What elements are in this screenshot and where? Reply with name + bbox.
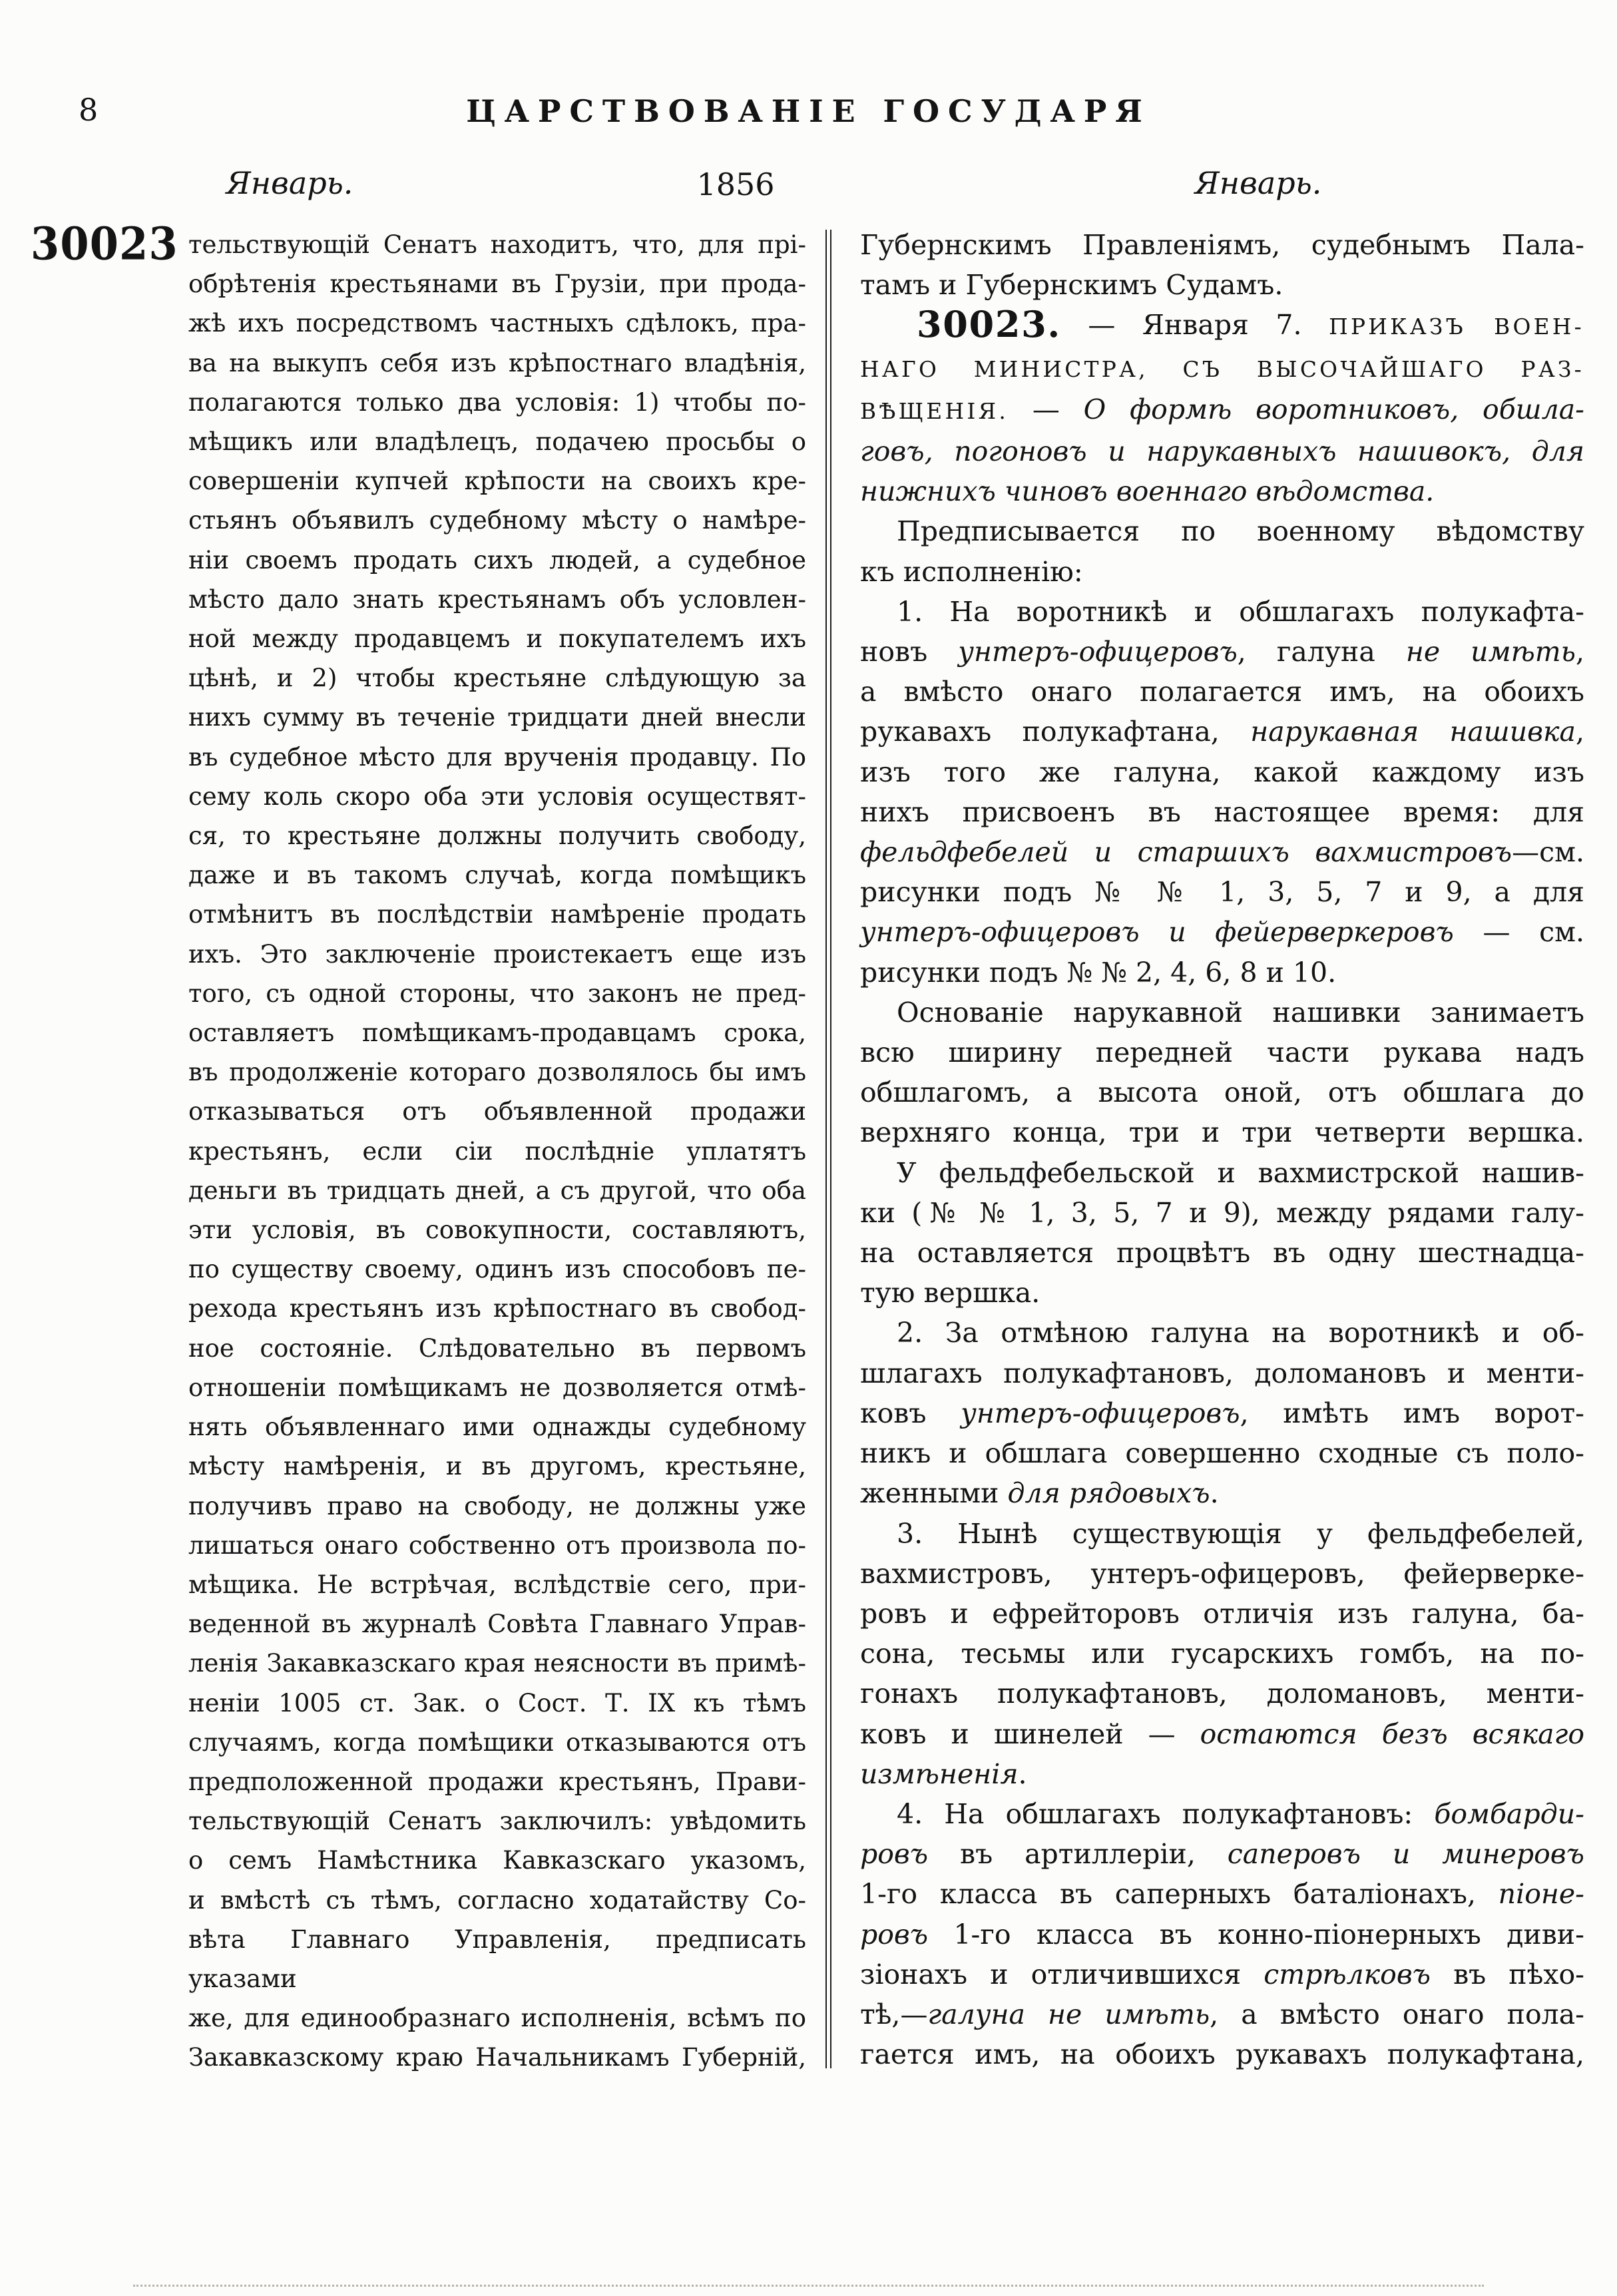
text-segment: , а вмѣсто онаго пола-	[1210, 1998, 1584, 2030]
text-line	[188, 541, 806, 580]
entry-number: 30023.	[917, 303, 1061, 346]
text-segment: ковъ	[860, 1397, 961, 1429]
text-segment: въ артиллеріи,	[928, 1838, 1228, 1871]
text-segment: ся, то крестьяне должны получить свободу,	[188, 821, 806, 851]
text-line	[860, 632, 1584, 672]
text-segment: даже и въ такомъ случаѣ, когда помѣщикъ	[188, 861, 806, 890]
text-segment: У фельдфебельской и вахмистрской нашив-	[897, 1156, 1584, 1189]
text-segment: никъ и обшлага совершенно сходные съ поло-	[860, 1437, 1584, 1470]
text-segment: по существу своему, одинъ изъ способовъ пе-	[188, 1255, 806, 1284]
text-line	[188, 1447, 806, 1486]
text-line	[188, 1762, 806, 1801]
text-segment: отмѣнитъ въ послѣдствіи намѣреніе продать	[188, 900, 806, 929]
text-line	[188, 1801, 806, 1841]
text-segment: —см.	[1512, 836, 1584, 869]
text-line	[860, 471, 1584, 511]
text-line	[860, 912, 1584, 952]
text-segment: женными	[860, 1477, 1008, 1510]
text-segment: — Января 7.	[1060, 309, 1329, 342]
text-segment: жѣ ихъ посредствомъ частныхъ сдѣлокъ, пра-	[188, 309, 806, 338]
text-line	[860, 872, 1584, 912]
text-line	[860, 1554, 1584, 1594]
text-line	[188, 383, 806, 422]
text-line	[188, 1407, 806, 1447]
text-segment: отношеніи помѣщикамъ не дозволяется отмѣ-	[188, 1373, 806, 1402]
text-line	[860, 1514, 1584, 1554]
text-segment: изъ того же галуна, какой каждому изъ	[860, 756, 1584, 788]
text-segment: гонахъ полукафтановъ, доломановъ, менти-	[860, 1678, 1584, 1710]
text-segment: ной между продавцемъ и покупателемъ ихъ	[188, 624, 806, 654]
text-line	[860, 1112, 1584, 1152]
text-segment: ровъ и ефрейторовъ отличія изъ галуна, ба-	[860, 1597, 1584, 1630]
text-line	[860, 1233, 1584, 1273]
text-segment: , имѣть имъ ворот-	[1240, 1397, 1584, 1429]
bottom-dotted-rule	[133, 2285, 1484, 2287]
text-line	[188, 304, 806, 343]
text-line	[188, 1998, 806, 2038]
text-segment: Предписывается по военному вѣдомству	[897, 515, 1584, 548]
text-line	[860, 305, 1584, 347]
text-line	[188, 422, 806, 461]
text-segment: тую вершка.	[860, 1277, 1040, 1309]
text-line	[860, 1033, 1584, 1072]
text-line	[860, 712, 1584, 752]
text-segment: саперовъ и минеровъ	[1227, 1838, 1584, 1871]
text-line	[188, 619, 806, 658]
text-line	[860, 1954, 1584, 1994]
text-segment: тельствующій Сенатъ заключилъ: увѣдомить	[188, 1807, 806, 1836]
text-line	[188, 1210, 806, 1250]
text-segment: для рядовыхъ	[1007, 1477, 1210, 1510]
text-line	[860, 832, 1584, 872]
text-line	[860, 1313, 1584, 1353]
text-line	[188, 738, 806, 777]
text-segment: унтеръ-офицеровъ	[958, 636, 1238, 668]
text-segment: ,	[1575, 636, 1585, 668]
text-line	[860, 265, 1584, 305]
text-line	[188, 1644, 806, 1683]
text-segment: мѣсто дало знать крестьянамъ объ условлен-	[188, 584, 806, 614]
text-segment: галуна не имѣть	[927, 1998, 1210, 2030]
text-segment: въ продолженіе котораго дозволялось бы имъ	[188, 1058, 806, 1087]
text-line	[860, 1072, 1584, 1112]
text-segment: ковъ и шинелей —	[860, 1718, 1200, 1750]
text-line	[860, 347, 1584, 389]
text-segment: рехода крестьянъ изъ крѣпостнаго въ свобод-	[188, 1294, 806, 1323]
text-line	[860, 592, 1584, 632]
text-line	[188, 264, 806, 304]
right-text-column	[860, 225, 1584, 2074]
text-line	[188, 1881, 806, 1920]
text-line	[860, 225, 1584, 265]
text-line	[188, 1289, 806, 1328]
text-line	[860, 1594, 1584, 1634]
text-segment: рисунки подъ № № 2, 4, 6, 8 и 10.	[860, 956, 1337, 989]
text-line	[188, 1841, 806, 1880]
text-segment: обрѣтенія крестьянами въ Грузіи, при прода-	[188, 270, 806, 299]
text-segment: рукавахъ полукафтана,	[860, 716, 1251, 748]
text-segment: отказываться отъ объявленной продажи	[188, 1097, 806, 1126]
margin-entry-number: 30023	[31, 218, 178, 270]
text-segment: стрѣлковъ	[1264, 1958, 1431, 1990]
text-line	[188, 658, 806, 698]
text-segment: рисунки подъ № № 1, 3, 5, 7 и 9, а для	[860, 876, 1584, 909]
month-label-right: Январь.	[1194, 165, 1322, 201]
text-line	[860, 1994, 1584, 2034]
text-segment: мѣщикъ или владѣлецъ, подачею просьбы о	[188, 427, 806, 457]
text-segment: Губернскимъ Правленіямъ, судебнымъ Пала-	[860, 229, 1584, 261]
text-segment: сему коль скоро оба эти условія осуществят-	[188, 782, 806, 811]
text-line	[188, 1368, 806, 1407]
text-line	[860, 1473, 1584, 1513]
text-segment: .	[1210, 1477, 1219, 1510]
text-segment: предположенной продажи крестьянъ, Прави-	[188, 1767, 806, 1796]
text-segment: 3. Нынѣ существующія у фельдфебелей,	[897, 1517, 1584, 1550]
text-line	[188, 1013, 806, 1052]
text-line	[860, 752, 1584, 792]
text-line	[860, 792, 1584, 832]
text-segment: случаямъ, когда помѣщики отказываются отъ	[188, 1727, 806, 1757]
text-line	[860, 1193, 1584, 1233]
text-segment: нять объявленнаго ими однажды судебному	[188, 1413, 806, 1442]
text-line	[188, 698, 806, 737]
text-segment: вахмистровъ, унтеръ-офицеровъ, фейерверке-	[860, 1557, 1584, 1590]
text-segment: НАГО МИНИСТРА, СЪ ВЫСОЧАЙШАГО РАЗ-	[860, 356, 1584, 382]
column-divider-rule	[825, 230, 831, 2068]
text-segment: ніи своемъ продать сихъ людей, а судебное	[188, 545, 806, 574]
text-segment: .	[1018, 1757, 1027, 1790]
text-segment: гается имъ, на обоихъ рукавахъ полукафтана,	[860, 2038, 1584, 2071]
text-segment: ПРИКАЗЪ ВОЕН-	[1329, 314, 1585, 340]
text-segment: полагаются только два условія: 1) чтобы по-	[188, 387, 806, 417]
text-line	[188, 2038, 806, 2077]
text-segment: лишаться онаго собственно отъ произвола по-	[188, 1530, 806, 1560]
text-segment: къ исполненію:	[860, 555, 1083, 588]
text-line	[860, 1433, 1584, 1473]
text-segment: совершеніи купчей крѣпости на своихъ кре-	[188, 467, 806, 496]
text-line	[860, 431, 1584, 471]
text-segment: 1-го класса въ конно-піонерныхъ диви-	[928, 1918, 1584, 1951]
text-segment: деньги въ тридцать дней, а съ другой, что оба	[188, 1176, 806, 1205]
text-line	[188, 1487, 806, 1526]
text-segment: неніи 1005 ст. Зак. о Сост. Т. IX къ тѣмъ	[188, 1688, 806, 1718]
text-segment: нихъ присвоенъ въ настоящее время: для	[860, 796, 1584, 828]
text-segment: стьянъ объявилъ судебному мѣсту о намѣре-	[188, 506, 806, 535]
text-segment: эти условія, въ совокупности, составляютъ,	[188, 1216, 806, 1245]
text-line	[188, 461, 806, 501]
text-segment: говъ, погоновъ и нарукавныхъ нашивокъ, для	[860, 435, 1584, 468]
text-segment: того, съ одной стороны, что законъ не пред-	[188, 979, 806, 1008]
text-line	[860, 1754, 1584, 1794]
text-line	[188, 501, 806, 540]
text-line	[188, 1723, 806, 1762]
text-segment: ва на выкупъ себя изъ крѣпостнаго владѣнія,	[188, 348, 806, 377]
text-segment: веденной въ журналѣ Совѣта Главнаго Управ-	[188, 1610, 806, 1639]
text-line	[188, 1171, 806, 1210]
text-segment: 1. На воротникѣ и обшлагахъ полукафта-	[897, 595, 1584, 628]
text-line	[860, 1874, 1584, 1914]
text-line	[188, 974, 806, 1013]
text-segment: бомбарди-	[1434, 1797, 1584, 1830]
text-segment: тельствующій Сенатъ находитъ, что, для прі-	[188, 230, 806, 259]
text-line	[860, 552, 1584, 592]
text-segment: въ пѣхо-	[1431, 1958, 1584, 1990]
text-line	[860, 1714, 1584, 1754]
text-segment: ровъ	[860, 1838, 929, 1871]
text-segment: 2. За отмѣною галуна на воротникѣ и об-	[897, 1317, 1584, 1349]
text-line	[188, 1052, 806, 1092]
text-line	[188, 1920, 806, 1998]
text-line	[188, 344, 806, 383]
text-segment: ровъ	[860, 1918, 929, 1951]
text-line	[188, 225, 806, 264]
text-segment: унтеръ-офицеровъ	[961, 1397, 1240, 1429]
text-segment: о семъ Намѣстника Кавказскаго указомъ,	[188, 1846, 806, 1875]
page-number: 8	[79, 92, 99, 128]
text-segment: 1-го класса въ саперныхъ баталіонахъ,	[860, 1878, 1499, 1911]
text-segment: а вмѣсто онаго полагается имъ, на обоихъ	[860, 676, 1584, 708]
text-segment: всю ширину передней части рукава надъ	[860, 1036, 1584, 1069]
text-segment: 4. На обшлагахъ полукафтановъ:	[897, 1797, 1435, 1830]
text-segment: , галуна	[1237, 636, 1406, 668]
text-segment: Закавказскому краю Начальникамъ Губерній,	[188, 2043, 806, 2072]
text-segment: шлагахъ полукафтановъ, доломановъ и менти-	[860, 1357, 1584, 1389]
text-line	[860, 1393, 1584, 1433]
text-segment: нижнихъ чиновъ военнаго вѣдомства.	[860, 475, 1435, 508]
text-line	[188, 855, 806, 895]
text-segment: фельдфебелей и старшихъ вахмистровъ	[860, 836, 1512, 869]
text-line	[860, 2034, 1584, 2074]
text-segment: вѣта Главнаго Управленія, предписать указами	[188, 1925, 806, 1993]
text-line	[860, 1674, 1584, 1714]
text-segment: обшлагомъ, а высота оной, отъ обшлага до	[860, 1076, 1584, 1109]
text-line	[188, 580, 806, 619]
text-segment: же, для единообразнаго исполненія, всѣмъ по	[188, 2004, 806, 2033]
text-segment: ихъ. Это заключеніе проистекаетъ еще изъ	[188, 939, 806, 969]
text-segment: остаются безъ всякаго	[1200, 1718, 1585, 1750]
left-text-column	[188, 225, 806, 2078]
text-segment: ленія Закавказскаго края неясности въ примѣ-	[188, 1649, 806, 1678]
text-segment: нихъ сумму въ теченіе тридцати дней внесли	[188, 703, 806, 732]
text-segment: — см.	[1453, 916, 1584, 949]
text-segment: зіонахъ и отличившихся	[860, 1958, 1264, 1990]
text-segment: унтеръ-офицеровъ и фейерверкеровъ	[860, 916, 1454, 949]
year-label: 1856	[696, 166, 775, 202]
text-segment: мѣщика. Не встрѣчая, вслѣдствіе сего, при-	[188, 1570, 806, 1599]
text-segment: получивъ право на свободу, не должны уже	[188, 1491, 806, 1520]
text-segment: ВѢЩЕНІЯ.	[860, 398, 1009, 424]
text-line	[860, 993, 1584, 1033]
text-line	[188, 935, 806, 974]
text-segment: крестьянъ, если сіи послѣдніе уплатятъ	[188, 1136, 806, 1166]
text-segment: ,	[1575, 716, 1584, 748]
text-line	[860, 389, 1584, 431]
text-line	[860, 1634, 1584, 1674]
text-line	[188, 1092, 806, 1131]
text-line	[860, 1794, 1584, 1834]
text-segment: измѣненія	[860, 1757, 1019, 1790]
text-segment: оставляетъ помѣщикамъ-продавцамъ срока,	[188, 1019, 806, 1048]
text-segment: О формѣ воротниковъ, обшла-	[1083, 393, 1584, 425]
text-segment: въ судебное мѣсто для врученія продавцу. По	[188, 742, 806, 772]
text-line	[860, 511, 1584, 551]
text-line	[188, 777, 806, 816]
text-segment: цѣнѣ, и 2) чтобы крестьяне слѣдующую за	[188, 664, 806, 693]
text-line	[188, 1684, 806, 1723]
text-segment: тѣ,—	[860, 1998, 928, 2030]
running-title: ЦАРСТВОВАНІЕ ГОСУДАРЯ	[466, 93, 1151, 129]
text-segment: новъ	[860, 636, 959, 668]
text-line	[188, 1329, 806, 1368]
text-segment: сона, тесьмы или гусарскихъ гомбъ, на по-	[860, 1638, 1584, 1670]
text-segment: и вмѣстѣ съ тѣмъ, согласно ходатайству Со-	[188, 1885, 806, 1915]
text-segment: Основаніе нарукавной нашивки занимаетъ	[897, 996, 1584, 1029]
text-segment: на оставляется процвѣтъ въ одну шестнадца-	[860, 1237, 1584, 1269]
text-segment: ное состояніе. Слѣдовательно въ первомъ	[188, 1333, 806, 1363]
text-segment: мѣсту намѣренія, и въ другомъ, крестьяне,	[188, 1452, 806, 1481]
text-line	[188, 816, 806, 855]
text-line	[860, 1915, 1584, 1954]
text-line	[860, 1153, 1584, 1193]
month-label-left: Январь.	[226, 165, 353, 201]
text-line	[860, 672, 1584, 712]
text-line	[188, 1132, 806, 1171]
text-segment: верхняго конца, три и три четверти вершка.	[860, 1116, 1584, 1149]
text-line	[860, 953, 1584, 993]
text-line	[188, 895, 806, 934]
text-segment: —	[1009, 393, 1084, 425]
text-segment: не имѣть	[1405, 636, 1576, 668]
text-line	[860, 1834, 1584, 1874]
text-line	[188, 1565, 806, 1604]
text-segment: піоне-	[1498, 1878, 1584, 1911]
text-line	[860, 1353, 1584, 1393]
text-line	[188, 1526, 806, 1565]
text-segment: тамъ и Губернскимъ Судамъ.	[860, 269, 1283, 302]
text-line	[860, 1273, 1584, 1313]
text-segment: нарукавная нашивка	[1250, 716, 1576, 748]
text-line	[188, 1604, 806, 1644]
text-line	[188, 1250, 806, 1289]
text-segment: ки (№ № 1, 3, 5, 7 и 9), между рядами галу-	[860, 1196, 1584, 1229]
